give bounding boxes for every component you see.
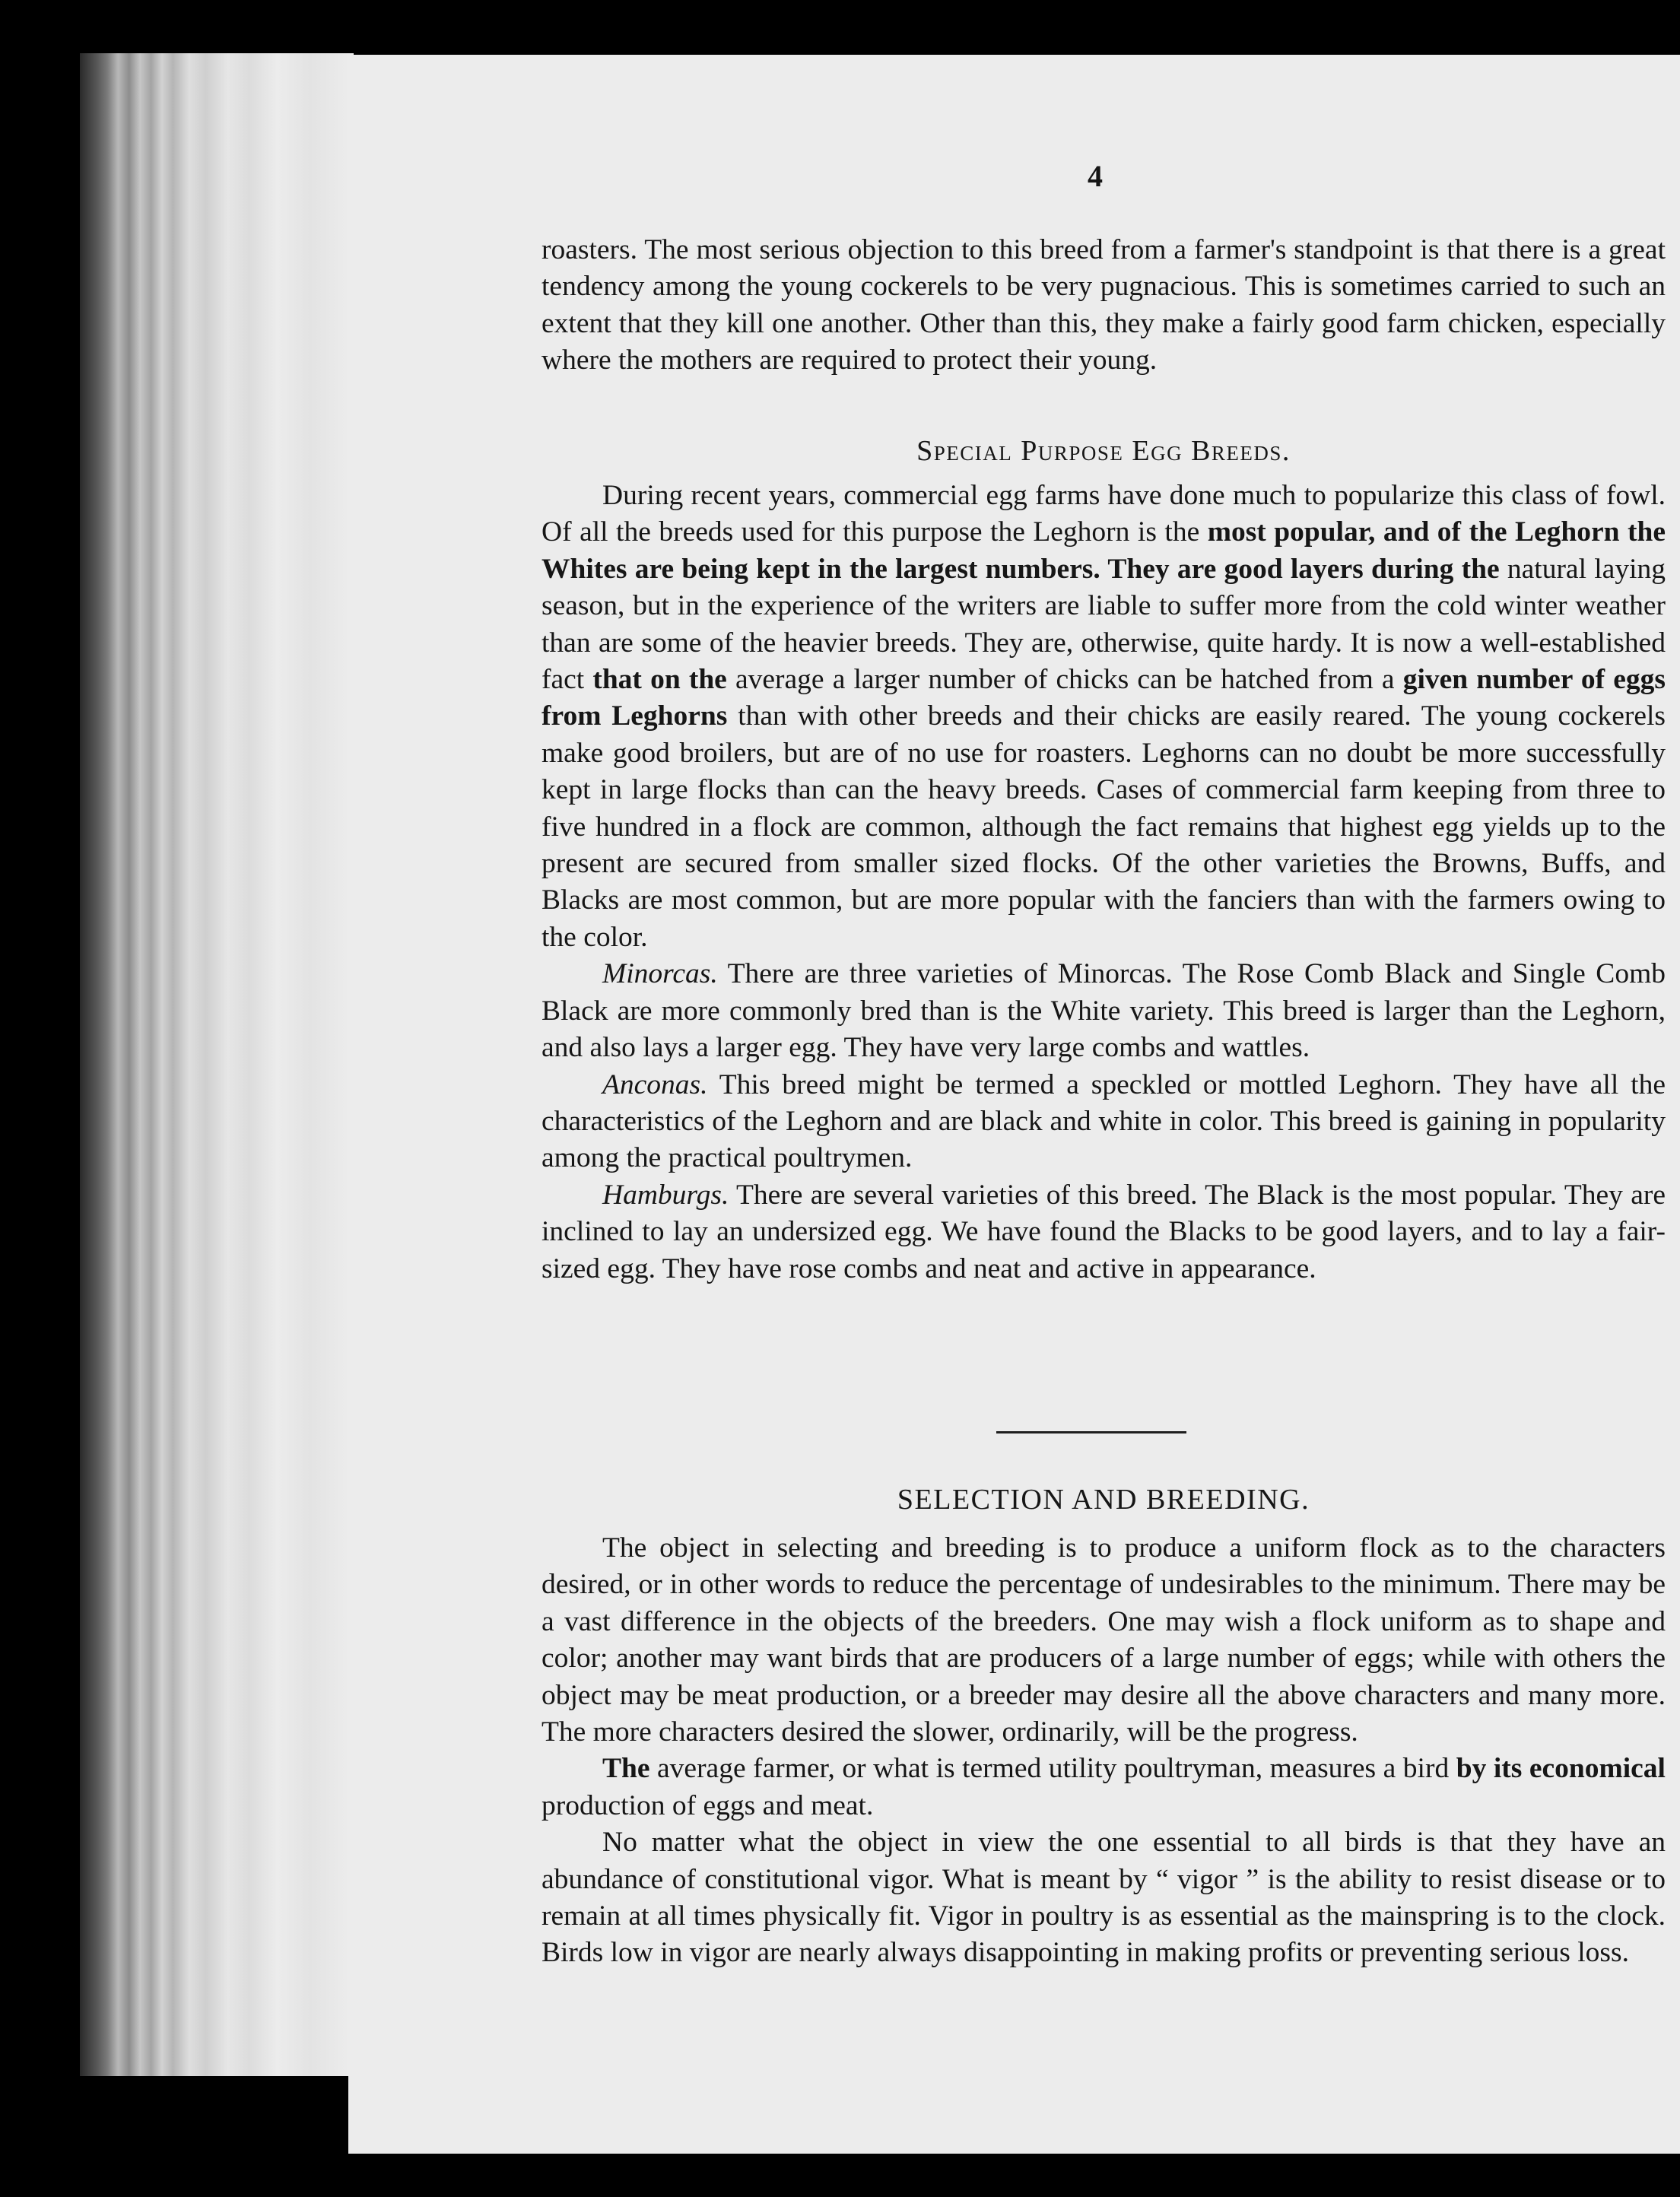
intro-paragraph: roasters. The most serious objection to this breed from a farmer's standpoint is that there is a great tendency among the young cockerels to be very pugnacious. This is sometimes carried to such an extent that they kill one another. Other than this, they make a fairly good farm chicken, especially where the mothers are required to protect their young. [541,234,1666,376]
leghorn-text-1: During recent years, commercial egg farms have done much to popularize this class of fowl. Of all the breeds used for this purpose the Leghorn is the [541,480,1666,548]
special-purpose-heading: Special Purpose Egg Breeds. [916,435,1291,467]
leghorn-text-3: average a larger number of chicks can be hatched from a [726,664,1403,696]
minorcas-label: Minorcas. [602,958,718,990]
selection-paragraph-3: No matter what the object in view the one essential to all birds is that they have an abundance of constitutional vigor. What is meant by “ vigor ” is the ability to resist disease or to remain at all times physically fit. Vigor in poultry is as essential as the mainspring is to the clock. Birds low in vigor are nearly always disappointing in making profits or preventing serious loss. [541,1827,1666,1969]
leghorn-text-4: than with other breeds and their chicks are easily reared. The young cockerels make good broilers, but are of no use for roasters. Leghorns can no doubt be more successfully kept in large flocks than can the heavy breeds. Cases of commercial farm keeping from three to five hundred in a flock are common, although the fact remains that highest egg yields up to the present are secured from smaller sized flocks. Of the other varieties the Browns, Buffs, and Blacks are most common, but are more popular with the fanciers than with the farmers owing to the color. [541,700,1666,953]
hamburgs-paragraph [541,1177,1666,1287]
page-number: 4 [1088,159,1103,193]
selection-paragraph-1: The object in selecting and breeding is to produce a uniform flock as to the characters desired, or in other words to reduce the percentage of undesirables to the minimum. There may be a vast difference in the objects of the breeders. One may wish a flock uniform as to shape and color; another may want birds that are producers of a large number of eggs; while with others the object may be meat production, or a breeder may desire all the above characters and many more. The more characters desired the slower, ordinarily, will be the progress. [541,1532,1666,1748]
selection-breeding-heading: SELECTION AND BREEDING. [897,1484,1310,1516]
anconas-paragraph [541,1067,1666,1177]
selection-breeding-section [541,1530,1666,1972]
egg-breeds-section [541,478,1666,1287]
selection-paragraph-2 [541,1751,1666,1824]
leghorn-text-2: natural laying season, but in the experience of the writers are liable to suffer more from the cold winter weather than are some of the heavier breeds. They are, otherwise, quite hardy. It is now a well-established fact [541,553,1666,696]
anconas-label: Anconas. [602,1068,708,1100]
leghorn-bold-2: that on the [592,664,727,696]
leghorn-paragraph [541,478,1666,956]
hamburgs-text: There are several varieties of this breed. The Black is the most popular. They are inclined to lay an undersized egg. We have found the Blacks to be good layers, and to lay a fair-sized egg. They have rose combs and neat and active in appearance. [541,1179,1666,1284]
section-divider [996,1431,1186,1433]
anconas-text: This breed might be termed a speckled or mottled Leghorn. They have all the characteristics of the Leghorn and are black and white in color. This breed is gaining in popularity among the practical poultrymen. [541,1068,1666,1174]
selection-text-2: production of eggs and meat. [541,1789,874,1821]
leghorn-bold-1: most popular, and of the Leghorn the Whites are being kept in the largest numbers. They are good layers during the [541,516,1666,585]
minorcas-paragraph [541,956,1666,1066]
selection-bold-2: by its economical [1456,1753,1666,1785]
selection-bold-1: The [602,1753,650,1785]
intro-paragraph-block [541,232,1666,379]
leghorn-bold-3: given number of eggs from Leghorns [541,664,1666,732]
selection-text-1: average farmer, or what is termed utility poultryman, measures a bird [649,1753,1456,1785]
book-page-edges [80,53,354,2076]
minorcas-text: There are three varieties of Minorcas. The Rose Comb Black and Single Comb Black are more commonly bred than is the White variety. This breed is larger than the Leghorn, and also lays a larger egg. They have very large combs and wattles. [541,958,1666,1064]
hamburgs-label: Hamburgs. [602,1179,729,1211]
